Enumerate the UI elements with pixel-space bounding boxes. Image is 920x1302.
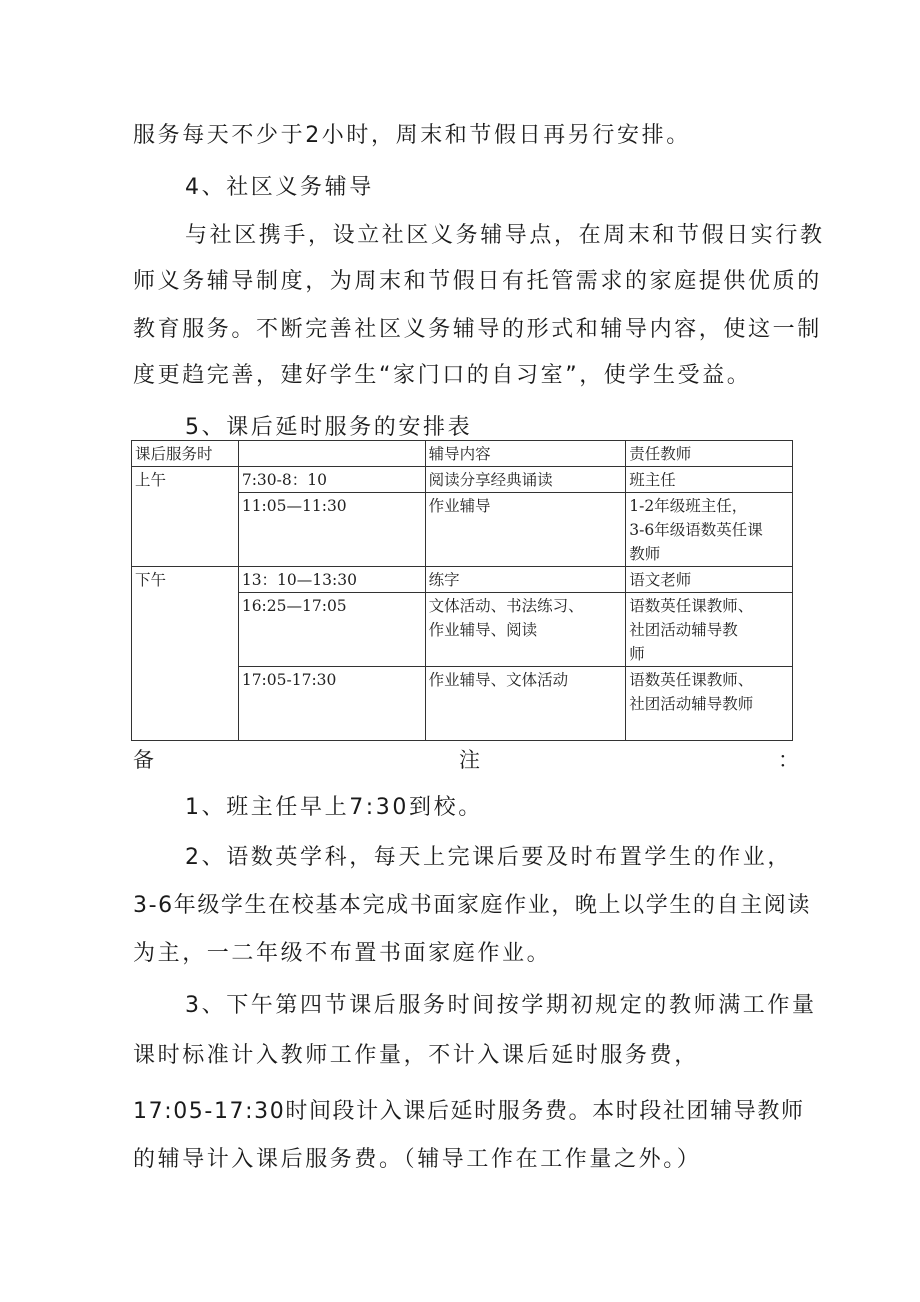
teacher-cell: 班主任 [626,467,793,493]
content-cell: 作业辅导、文体活动 [425,667,626,741]
teacher-line: 语数英任课教师、 [629,671,754,689]
time-cell: 16:25—17:05 [238,593,425,667]
remarks-label-char-1: 备 [133,748,154,772]
teacher-cell: 语文老师 [626,567,793,593]
header-content: 辅导内容 [425,441,626,467]
section-4-line-3: 教育服务。不断完善社区义务辅导的形式和辅导内容，使这一制 [133,317,822,342]
table-row [132,567,793,593]
remark-2-line-1: 2、语数英学科，每天上完课后要及时布置学生的作业， [185,845,792,870]
teacher-line: 社团活动辅导教师 [629,695,754,713]
remark-3-line-3: 17:05-17:30时间段计入课后延时服务费。本时段社团辅导教师 [133,1099,805,1124]
remark-3-line-2: 课时标准计入教师工作量，不计入课后延时服务费， [133,1043,699,1068]
section-5-heading: 5、课后延时服务的安排表 [185,415,473,440]
time-cell: 13：10—13:30 [238,567,425,593]
table-header-row [132,441,793,467]
content-cell [425,593,626,667]
content-line: 作业辅导、阅读 [428,621,538,639]
time-cell: 17:05-17:30 [238,667,425,741]
section-4-heading: 4、社区义务辅导 [185,175,374,200]
header-teacher: 责任教师 [626,441,793,467]
teacher-line: 语数英任课教师、 [629,597,754,615]
content-line: 文体活动、书法练习、 [428,597,584,615]
content-cell: 练字 [425,567,626,593]
remark-2-line-3: 为主，一二年级不布置书面家庭作业。 [133,941,552,966]
time-cell: 11:05—11:30 [238,493,425,567]
period-am: 上午 [132,467,239,567]
remark-3-line-1: 3、下午第四节课后服务时间按学期初规定的教师满工作量 [185,993,817,1018]
teacher-cell [626,667,793,741]
table-row [132,467,793,493]
time-cell: 7:30-8：10 [238,467,425,493]
intro-tail-paragraph: 服务每天不少于2小时，周末和节假日再另行安排。 [133,123,691,148]
section-4-line-4: 度更趋完善，建好学生“家门口的自习室”，使学生受益。 [133,363,752,388]
content-cell: 作业辅导 [425,493,626,567]
teacher-line: 师 [629,645,645,663]
section-4-line-2: 师义务辅导制度，为周末和节假日有托管需求的家庭提供优质的 [133,269,822,294]
remarks-label-char-2: 注 [459,748,480,772]
teacher-line: 1-2年级班主任， [629,497,748,515]
remark-1: 1、班主任早上7:30到校。 [185,795,483,820]
remark-2-line-2: 3-6年级学生在校基本完成书面家庭作业，晚上以学生的自主阅读 [133,893,811,918]
teacher-line: 社团活动辅导教 [629,621,738,639]
teacher-line: 教师 [629,545,661,563]
schedule-table [131,440,793,741]
teacher-cell [626,493,793,567]
section-4-line-1: 与社区携手，设立社区义务辅导点，在周末和节假日实行教 [185,223,825,248]
content-cell: 阅读分享经典诵读 [425,467,626,493]
header-service-time: 课后服务时 [132,441,239,467]
remarks-label-colon: ： [778,748,799,772]
remark-3-line-4: 的辅导计入课后服务费。（辅导工作在工作量之外。） [133,1147,702,1172]
teacher-cell [626,593,793,667]
header-blank [238,441,425,467]
period-pm: 下午 [132,567,239,741]
teacher-line: 3-6年级语数英任课 [629,521,763,539]
